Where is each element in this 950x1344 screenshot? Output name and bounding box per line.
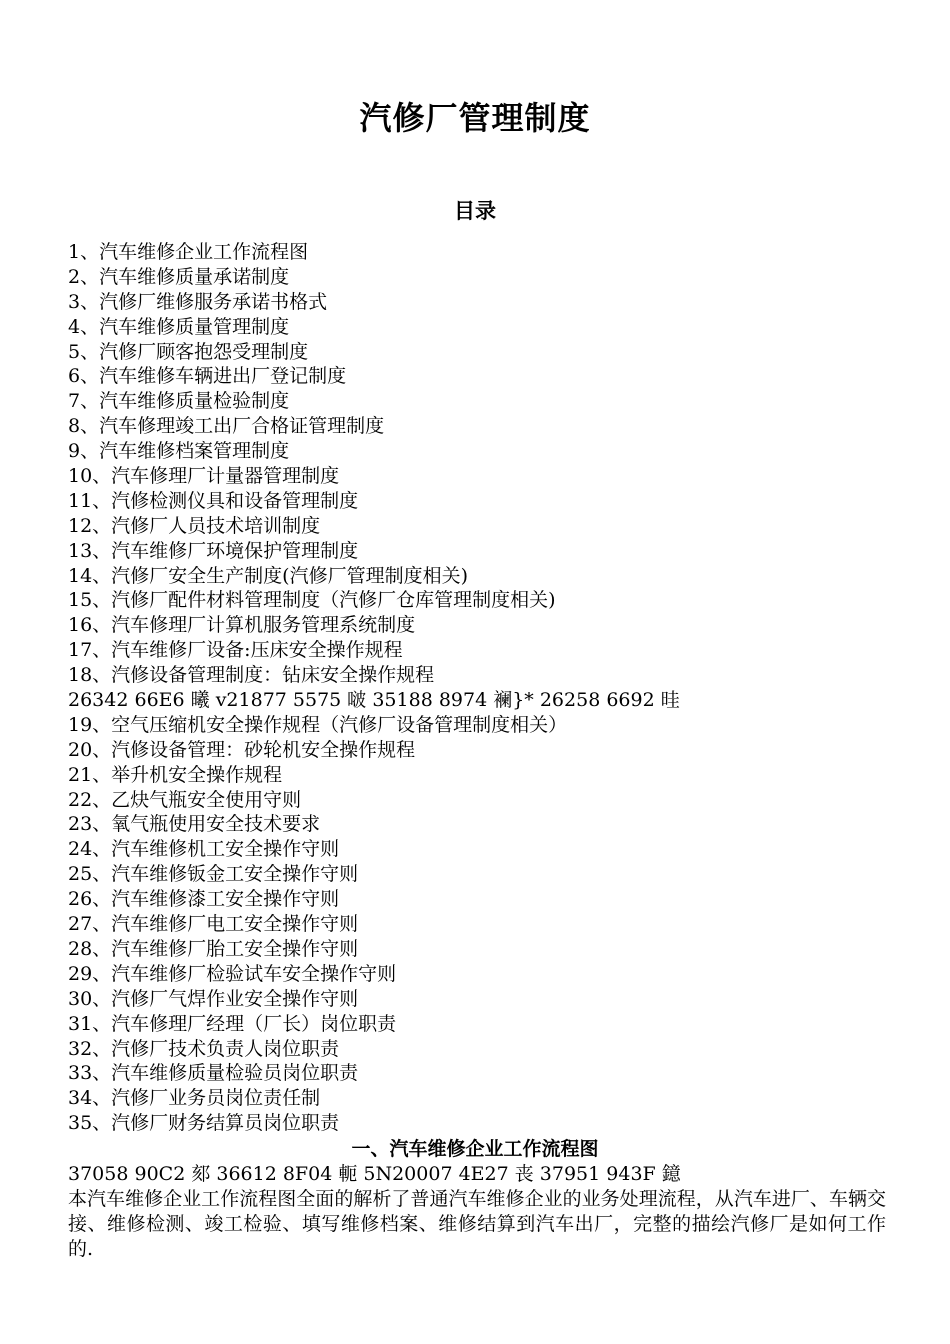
toc-item: 27、汽车维修厂电工安全操作守则 bbox=[68, 913, 359, 936]
toc-item: 14、汽修厂安全生产制度(汽修厂管理制度相关) bbox=[68, 564, 469, 587]
toc-item: 18、汽修设备管理制度：钻床安全操作规程 bbox=[68, 664, 435, 687]
toc-item: 25、汽车维修钣金工安全操作守则 bbox=[68, 863, 359, 886]
intro-paragraph: 本汽车维修企业工作流程图全面的解析了普通汽车维修企业的业务处理流程，从汽车进厂、车辆交接、维修检测、竣工检验、填写维修档案、维修结算到汽车出厂，完整的描绘汽修厂是如何工作的. bbox=[68, 1188, 886, 1260]
toc-item: 9、汽车维修档案管理制度 bbox=[68, 440, 290, 463]
toc-item: 17、汽车维修厂设备:压床安全操作规程 bbox=[68, 639, 403, 662]
toc-item: 22、乙炔气瓶安全使用守则 bbox=[68, 788, 302, 811]
toc-item: 33、汽车维修质量检验员岗位职责 bbox=[68, 1062, 359, 1085]
toc-item: 15、汽修厂配件材料管理制度（汽修厂仓库管理制度相关) bbox=[68, 589, 556, 612]
toc-item: 23、氧气瓶使用安全技术要求 bbox=[68, 813, 321, 836]
toc-item: 6、汽车维修车辆进出厂登记制度 bbox=[68, 365, 347, 388]
document-title: 汽修厂管理制度 bbox=[359, 99, 591, 137]
toc-item: 16、汽车修理厂计算机服务管理系统制度 bbox=[68, 614, 416, 637]
toc-item: 13、汽车维修厂环境保护管理制度 bbox=[68, 539, 359, 562]
toc-item: 21、举升机安全操作规程 bbox=[68, 763, 283, 786]
toc-item: 26342 66E6 曦 v21877 5575 啵 35188 8974 襕}* 26258 6692 晆 bbox=[68, 689, 680, 712]
toc-heading: 目录 bbox=[454, 199, 496, 223]
toc-item: 10、汽车修理厂计量器管理制度 bbox=[68, 465, 340, 488]
toc-item: 26、汽车维修漆工安全操作守则 bbox=[68, 888, 340, 911]
toc-item: 3、汽修厂维修服务承诺书格式 bbox=[68, 290, 328, 313]
toc-item: 29、汽车维修厂检验试车安全操作守则 bbox=[68, 962, 397, 985]
garbled-code-line: 37058 90C2 郂 36612 8F04 軛 5N20007 4E27 丧 37951 943F 鐿 bbox=[68, 1163, 681, 1185]
toc-item: 24、汽车维修机工安全操作守则 bbox=[68, 838, 340, 861]
table-of-contents bbox=[68, 240, 898, 1136]
toc-item: 12、汽修厂人员技术培训制度 bbox=[68, 514, 321, 537]
toc-item: 32、汽修厂技术负责人岗位职责 bbox=[68, 1037, 340, 1060]
toc-item: 20、汽修设备管理：砂轮机安全操作规程 bbox=[68, 738, 416, 761]
toc-item: 11、汽修检测仪具和设备管理制度 bbox=[68, 489, 359, 512]
toc-item: 2、汽车维修质量承诺制度 bbox=[68, 265, 290, 288]
toc-item: 28、汽车维修厂胎工安全操作守则 bbox=[68, 937, 359, 960]
section-heading: 一、汽车维修企业工作流程图 bbox=[351, 1138, 599, 1160]
toc-item: 5、汽修厂顾客抱怨受理制度 bbox=[68, 340, 309, 363]
toc-item: 1、汽车维修企业工作流程图 bbox=[68, 241, 309, 263]
toc-item: 7、汽车维修质量检验制度 bbox=[68, 390, 290, 413]
toc-item: 19、空气压缩机安全操作规程（汽修厂设备管理制度相关） bbox=[68, 713, 568, 736]
toc-item: 8、汽车修理竣工出厂合格证管理制度 bbox=[68, 415, 385, 438]
toc-item: 35、汽修厂财务结算员岗位职责 bbox=[68, 1112, 340, 1135]
toc-item: 34、汽修厂业务员岗位责任制 bbox=[68, 1087, 321, 1110]
toc-item: 30、汽修厂气焊作业安全操作守则 bbox=[68, 987, 359, 1010]
toc-item: 31、汽车修理厂经理（厂长）岗位职责 bbox=[68, 1012, 397, 1035]
toc-item: 4、汽车维修质量管理制度 bbox=[68, 315, 290, 338]
